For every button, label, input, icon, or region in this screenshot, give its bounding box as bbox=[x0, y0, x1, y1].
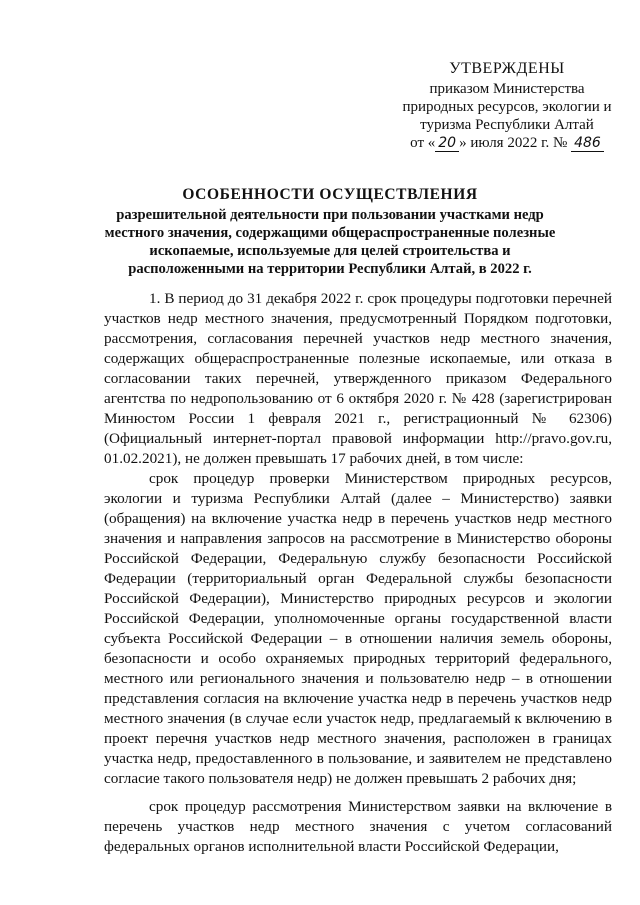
paragraph: срок процедур рассмотрения Министерством заявки на включение в перечень участков недр местного значения с учетом согласований федеральных органов исполнительной власти Российской Федерации, bbox=[104, 798, 612, 855]
title-subtitle: разрешительной деятельности при пользовании участками недр местного значения, содержащими общераспространенные полезные ископаемые, используемые для целей строительства и расположенными на территории Республики Алтай, в 2022 г. bbox=[104, 207, 556, 277]
date-suffix: » июля 2022 г. № bbox=[459, 135, 568, 151]
document-title bbox=[95, 186, 565, 278]
date-prefix: от « bbox=[410, 135, 436, 151]
approval-block bbox=[392, 60, 622, 152]
approval-line-2: природных ресурсов, экологии и bbox=[402, 99, 612, 115]
approval-line-3: туризма Республики Алтай bbox=[420, 117, 594, 133]
paragraph: 1. В период до 31 декабря 2022 г. срок процедуры подготовки перечней участков недр местного значения, предусмотренный Порядком подготовки, рассмотрения, согласования перечней участков недр местного значения, содержащих общераспространенные полезные ископаемые, или отказа в согласовании таких перечней, утвержденного приказом Федерального агентства по недропользованию от 6 октября 2020 г. № 428 (зарегистрирован Минюстом России 1 февраля 2021 г., регистрационный № 62306) (Официальный интернет-портал правовой информации http://pravo.gov.ru, 01.02.2021), не должен превышать 17 рабочих дней, в том числе: bbox=[104, 290, 612, 467]
approval-line-1: приказом Министерства bbox=[429, 81, 585, 97]
approval-date-line bbox=[392, 134, 622, 152]
handwritten-day: 20 bbox=[435, 136, 459, 152]
handwritten-order-number: 486 bbox=[571, 136, 604, 152]
document-body bbox=[104, 289, 612, 857]
paragraph: срок процедур проверки Министерством природных ресурсов, экологии и туризма Республики Алтай (далее – Министерство) заявки (обращения) на включение участка недр в перечень участков недр местного значения и направления запросов на рассмотрение в Министерство обороны Российской Федерации, Федеральную службу безопасности Российской Федерации (территориальный орган Федеральной службы безопасности Российской Федерации), Министерство природных ресурсов и экологии Российской Федерации, уполномоченные органы государственной власти субъекта Российской Федерации – в отношении наличия земель обороны, безопасности и особо охраняемых природных территорий федерального, местного или регионального значения и пользователю недр – в отношении представления согласия на включение участка недр в перечень участков недр местного значения (в случае если участок недр, предлагаемый к включению в проект перечня участков недр местного значения, расположен в границах участка недр, предоставленного в пользование, и заявителем не представлено согласие такого пользователя недр) не должен превышать 2 рабочих дня; bbox=[104, 470, 612, 787]
approval-heading: УТВЕРЖДЕНЫ bbox=[449, 60, 565, 77]
title-main: ОСОБЕННОСТИ ОСУЩЕСТВЛЕНИЯ bbox=[182, 186, 478, 203]
